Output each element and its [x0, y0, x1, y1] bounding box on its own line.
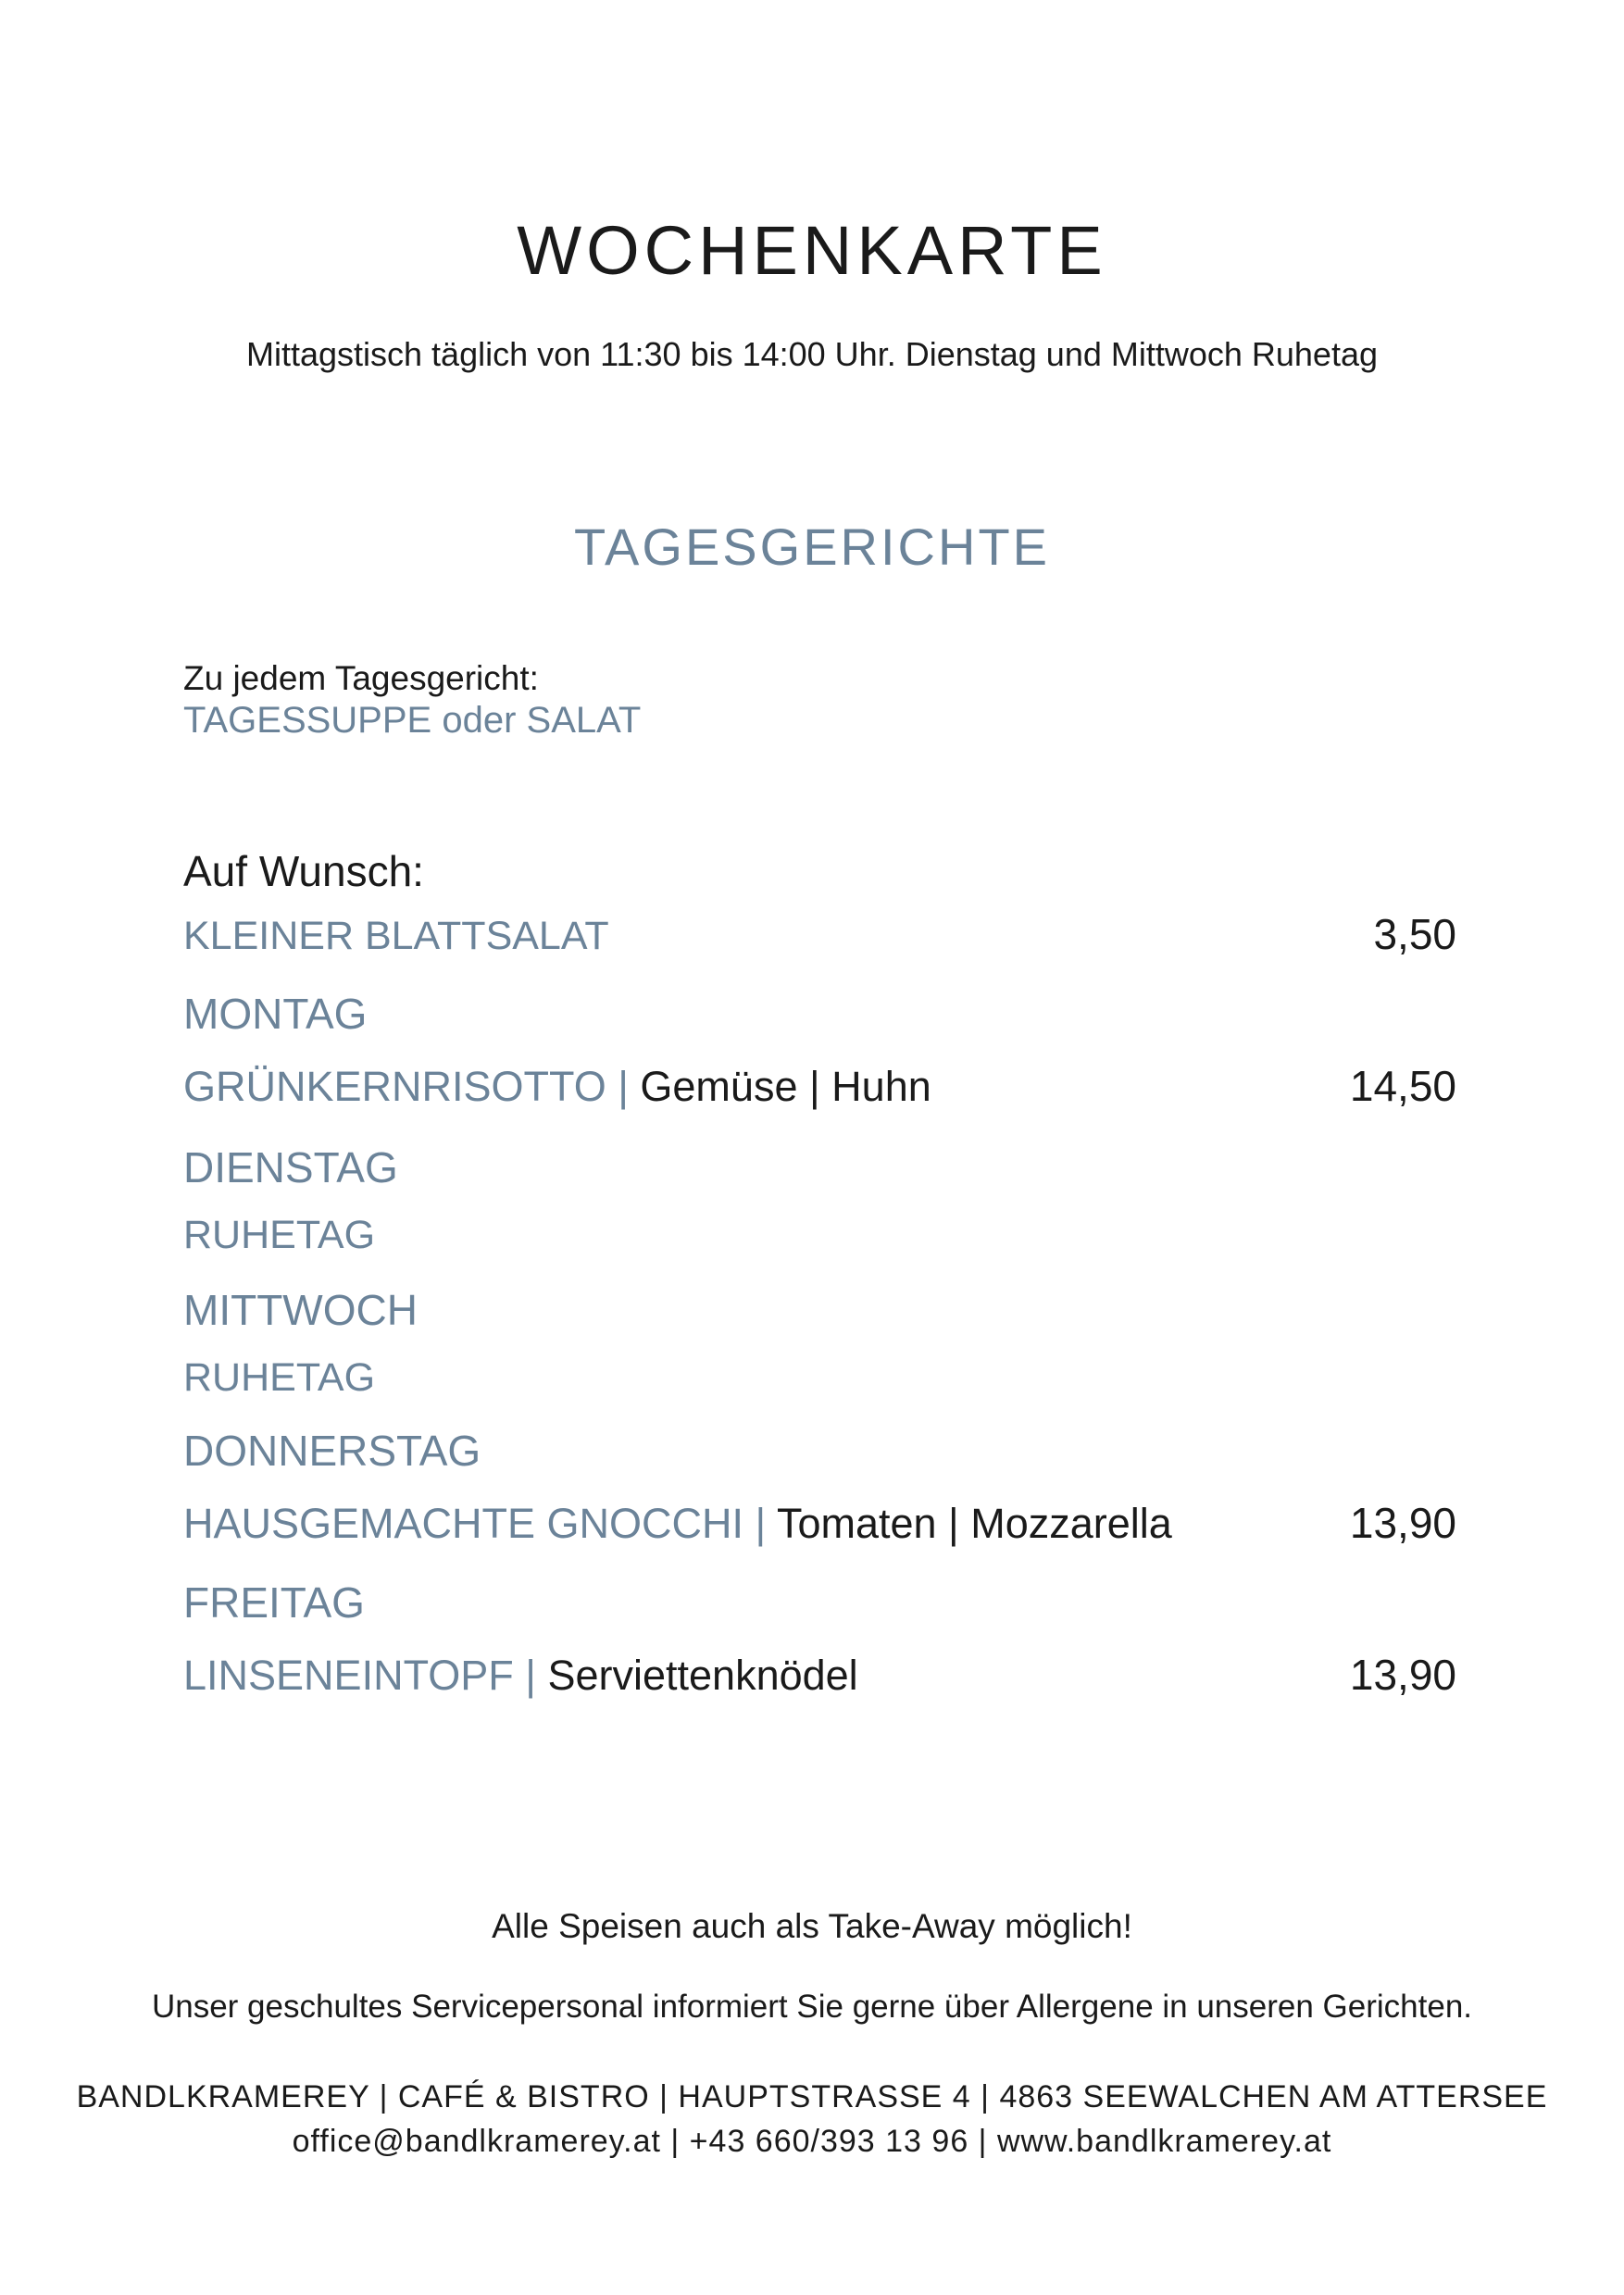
on-request-item: KLEINER BLATTSALAT: [183, 914, 609, 958]
dish-text: [183, 1500, 1172, 1548]
day-label-tuesday: DIENSTAG: [183, 1143, 398, 1191]
dish-row-friday: [183, 1650, 1456, 1700]
dish-description: Tomaten | Mozzarella: [776, 1500, 1172, 1547]
dish-separator: |: [743, 1500, 777, 1547]
dish-description: Serviettenknödel: [547, 1652, 858, 1699]
page-title: WOCHENKARTE: [517, 212, 1107, 289]
dish-row-monday: [183, 1061, 1456, 1111]
day-label-wednesday: MITTWOCH: [183, 1286, 418, 1334]
dish-name: GRÜNKERNRISOTTO: [183, 1063, 606, 1110]
day-label-thursday: DONNERSTAG: [183, 1427, 481, 1475]
contact-line: office@bandlkramerey.at | +43 660/393 13 96 | www.bandlkramerey.at: [292, 2124, 1332, 2159]
day-label-monday: MONTAG: [183, 990, 368, 1038]
dish-separator: |: [606, 1063, 641, 1110]
dish-price: 14,50: [1349, 1062, 1456, 1110]
on-request-label: Auf Wunsch:: [183, 847, 424, 895]
takeaway-note: Alle Speisen auch als Take-Away möglich!: [492, 1907, 1132, 1945]
dish-name: HAUSGEMACHTE GNOCCHI: [183, 1500, 744, 1547]
dish-text: [183, 1652, 858, 1700]
dish-price: 13,90: [1349, 1651, 1456, 1699]
allergen-note: Unser geschultes Servicepersonal informiert Sie gerne über Allergene in unseren Gerichten.: [151, 1989, 1473, 2025]
closed-note-tuesday: RUHETAG: [183, 1213, 376, 1257]
day-label-friday: FREITAG: [183, 1578, 365, 1627]
dish-row-thursday: [183, 1498, 1456, 1548]
dish-text: [183, 1063, 931, 1111]
accompaniment-label: Zu jedem Tagesgericht:: [183, 659, 539, 697]
accompaniment-value: TAGESSUPPE oder SALAT: [183, 700, 642, 741]
closed-note-wednesday: RUHETAG: [183, 1355, 376, 1400]
dish-price: 13,90: [1349, 1499, 1456, 1547]
address-line: BANDLKRAMEREY | CAFÉ & BISTRO | HAUPTSTRASSE 4 | 4863 SEEWALCHEN AM ATTERSEE: [76, 2079, 1548, 2114]
dish-description: Gemüse | Huhn: [640, 1063, 931, 1110]
dish-name: LINSENEINTOPF: [183, 1652, 514, 1699]
on-request-price: 3,50: [1373, 910, 1456, 958]
on-request-row: [183, 909, 1456, 959]
opening-hours-text: Mittagstisch täglich von 11:30 bis 14:00 Uhr. Dienstag und Mittwoch Ruhetag: [245, 335, 1378, 373]
dish-separator: |: [513, 1652, 548, 1699]
section-title: TAGESGERICHTE: [573, 518, 1050, 576]
